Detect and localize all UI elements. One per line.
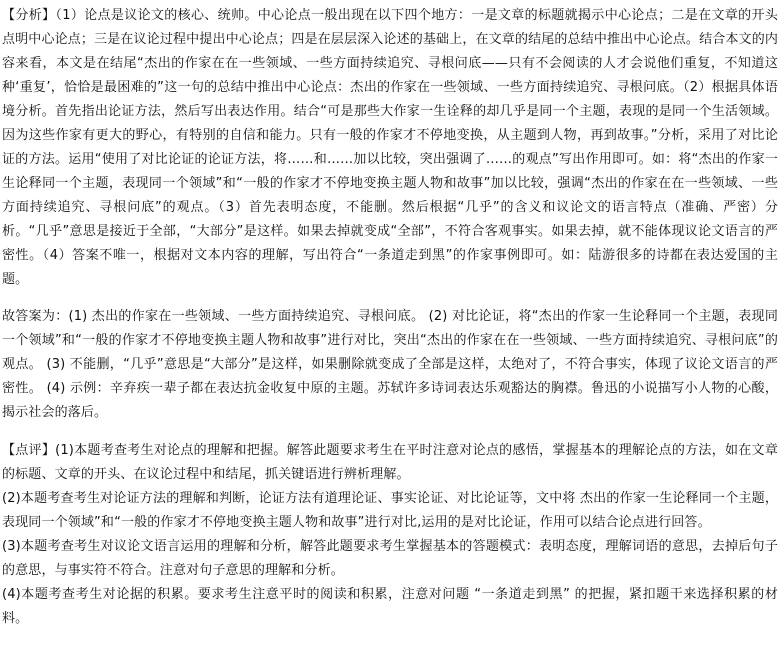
paragraph-spacer [2,425,778,439]
answer-paragraph: 故答案为：(1) 杰出的作家在一些领域、一些方面持续追究、寻根问底。 (2) 对比论证，将“杰出的作家一生论释同一个主题，表现同一个领域”和“一般的作家才不停地变换主题人物和故事”进行对比，突出“杰出的作家在在一些领域、一些方面持续追究、寻根问底”的观点。 (3) 不能删，“几乎”意思是“大部分”是这样，如果删除就变成了全部是这样，太绝对了，不符合事实，体现了议论文语言的严密性。 (4) 示例：辛弃疾一辈子都在表达抗金收复中原的主题。苏轼许多诗词表达乐观豁达的胸襟。鲁迅的小说描写小人物的心酸，揭示社会的落后。 [2,309,778,420]
comment-item-3: (3)本题考查考生对议论文语言运用的理解和分析，解答此题要求考生掌握基本的答题模式：表明态度，理解词语的意思，去掉后句子的意思，与事实符不符合。注意对句子意思的理解和分析。 [2,539,778,578]
analysis-paragraph: 【分析】（1）论点是议论文的核心、统帅。中心论点一般出现在以下四个地方：一是文章的标题就揭示中心论点；二是在文章的开头点明中心论点；三是在议论过程中提出中心论点；四是在层层深入论述的基础上，在文章的结尾的总结中推出中心论点。结合本文的内容来看，本文是在结尾“杰出的作家在在一些领域、一些方面持续追究、寻根问底——只有不会阅读的人才会说他们重复，不知道这种‘重复’，恰恰是最困难的”这一句的总结中推出中心论点：杰出的作家在一些领域、一些方面持续追究、寻根问底。（2）根据具体语境分析。首先指出论证方法，然后写出表达作用。结合“可是那些大作家一生诠释的却几乎是同一个主题，表现的是同一个生活领域。因为这些作家有更大的野心，有特别的自信和能力。只有一般的作家才不停地变换，从主题到人物，再到故事。”分析，采用了对比论证的方法。运用“使用了对比论证的论证方法，将……和……加以比较，突出强调了……的观点”写出作用即可。如：将“杰出的作家一生论释同一个主题，表现同一个领域”和“一般的作家才不停地变换主题人物和故事”加以比较，强调“杰出的作家在在一些领域、一些方面持续追究、寻根问底”的观点。（3）首先表明态度，不能删。然后根据“几乎”的含义和议论文的语言特点（准确、严密）分析。“几乎”意思是接近于全部，“大部分”是这样。如果去掉就变成“全部”，不符合客观事实。如果去掉，就不能体现议论文语言的严密性。（4）答案不唯一，根据对文本内容的理解，写出符合“一条道走到黑”的作家事例即可。如：陆游很多的诗都在表达爱国的主题。 [2,8,778,287]
comment-item-4: (4)本题考查考生对论据的积累。要求考生注意平时的阅读和积累，注意对问题 “一条道走到黑” 的把握，紧扣题干来选择积累的材料。 [2,587,778,626]
paragraph-spacer [2,292,778,305]
comment-item-2: (2)本题考查考生对论证方法的理解和判断，论证方法有道理论证、事实论证、对比论证等，文中将 杰出的作家一生论释同一个主题，表现同一个领域”和“一般的作家才不停地变换主题人物和故事”进行对比,运用的是对比论证，作用可以结合论点进行回答。 [2,491,778,530]
comment-section [2,439,778,631]
comment-item-1: 【点评】(1)本题考查考生对论点的理解和把握。解答此题要求考生在平时注意对论点的感悟，掌握基本的理解论点的方法，如在文章的标题、文章的开头、在议论过程中和结尾，抓关键语进行辨析理解。 [2,443,778,482]
